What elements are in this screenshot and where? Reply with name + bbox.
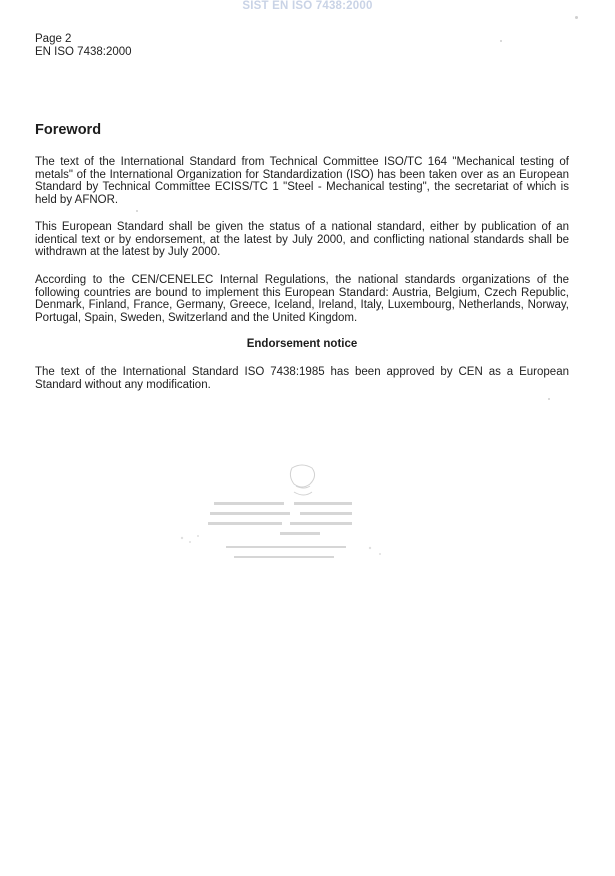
- faded-stamp-image: [170, 458, 400, 578]
- page-number: Page 2: [35, 33, 72, 45]
- foreword-paragraph-2: This European Standard shall be given the status of a national standard, either by publication of an identical text or by endorsement, at the latest by July 2000, and conflicting national standards shall be withdrawn at the latest by July 2000.: [35, 221, 569, 259]
- endorsement-heading: Endorsement notice: [246, 338, 358, 350]
- page-header: [35, 33, 132, 59]
- scan-speck: [548, 398, 550, 400]
- endorsement-text: The text of the International Standard ISO 7438:1985 has been approved by CEN as a European Standard without any modification.: [35, 366, 569, 391]
- scan-speck: [575, 16, 578, 19]
- scan-speck: [500, 40, 502, 42]
- standard-reference: EN ISO 7438:2000: [35, 46, 132, 58]
- foreword-paragraph-3: According to the CEN/CENELEC Internal Regulations, the national standards organizations of the following countries are bound to implement this European Standard: Austria, Belgium, Czech Republic, Denmark, Finland, France, Germany, Greece, Iceland, Ireland, Italy, Luxembourg, Netherlands, Norway, Portugal, Spain, Sweden, Switzerland and the United Kingdom.: [35, 274, 569, 324]
- foreword-heading: Foreword: [35, 122, 102, 138]
- scan-speck: [136, 210, 138, 212]
- foreword-paragraph-1: The text of the International Standard from Technical Committee ISO/TC 164 "Mechanical testing of metals" of the International Organization for Standardization (ISO) has been taken over as an European Standard by Technical Committee ECISS/TC 1 "Steel - Mechanical testing", the secretariat of which is held by AFNOR.: [35, 156, 569, 206]
- document-watermark: SIST EN ISO 7438:2000: [242, 0, 373, 12]
